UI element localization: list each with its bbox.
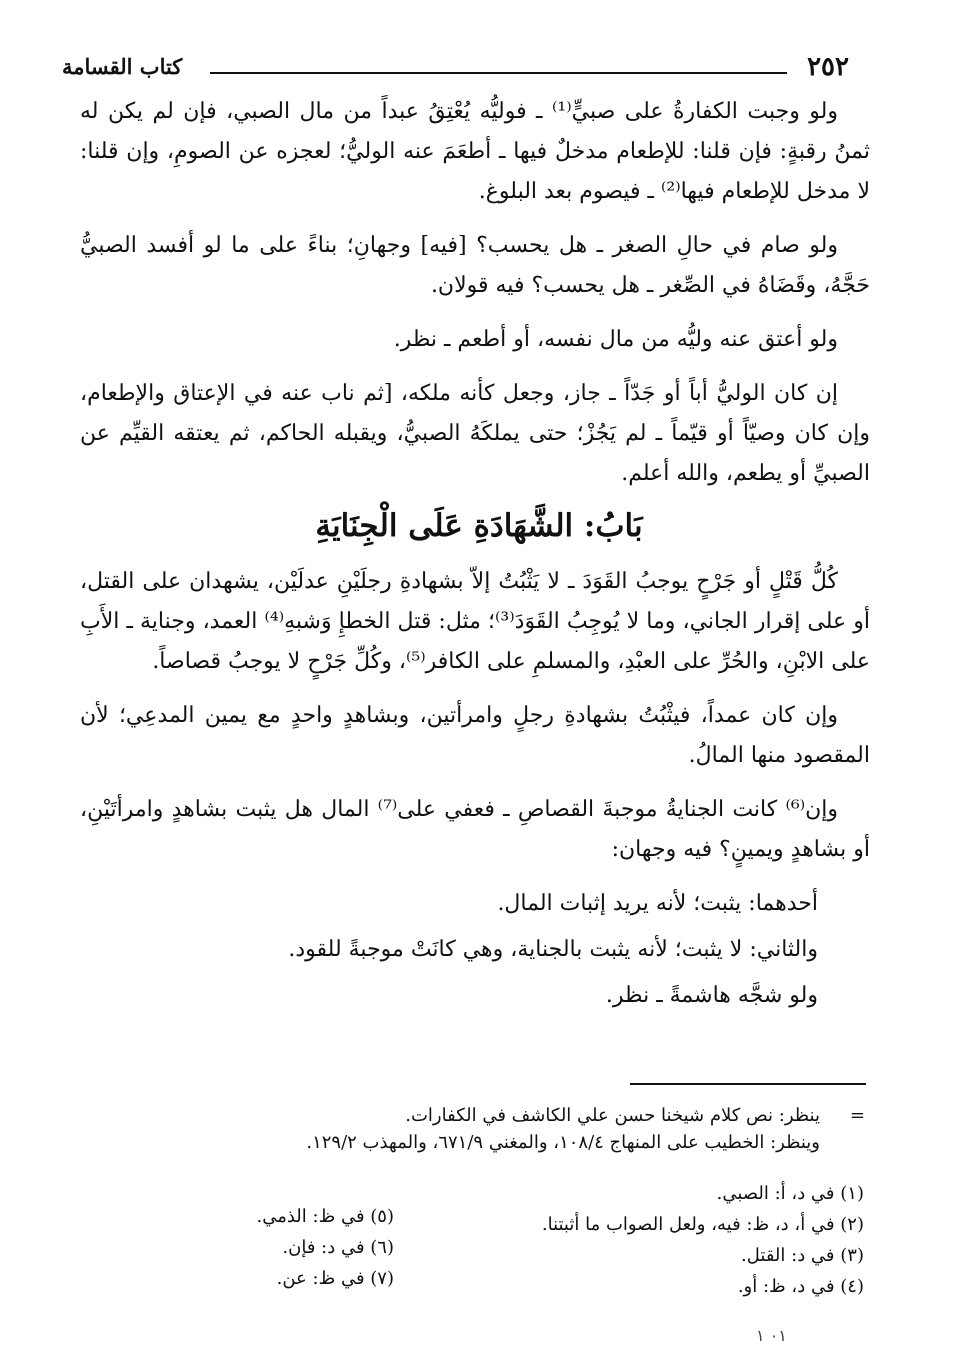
footnote-continuation-line: وينظر: الخطيب على المنهاج ١٠٨/٤، والمغني ٦٧١/٩، والمهذب ١٢٩/٢.: [306, 1132, 820, 1153]
footnote-separator: [630, 1083, 866, 1085]
paragraph-head-wound: ولو شجَّه هاشمةً ـ نظر.: [605, 983, 818, 1008]
footnote-2: (٢) في أ، د، ظ: فيه، ولعل الصواب ما أثبتنا.: [541, 1214, 864, 1235]
footnote-4: (٤) في د، ظ: أو.: [737, 1276, 864, 1297]
continuation-mark: =: [849, 1105, 865, 1126]
paragraph-second-view: والثاني: لا يثبت؛ لأنه يثبت بالجناية، وهي كانَتْ موجبةً للقود.: [288, 937, 818, 962]
footnotes-left-column: [94, 1201, 394, 1294]
footnote-1: (١) في د، أ: الصبي.: [716, 1183, 864, 1204]
paragraph-intentional: وإن كان عمداً، فيثْبُتُ بشهادةِ رجلٍ وامرأتين، وبشاهدٍ واحدٍ مع يمين المدعِي؛ لأن المقصود منها المالُ.: [80, 703, 870, 768]
paragraph-father: إن كان الوليُّ أباً أو جَدّاً ـ جاز، وجعل كأنه ملكه، [ثم ناب عنه في الإعتاق والإطعام، وإن كان وصيّاً أو قيّماً ـ لم يَجُزْ؛ حتى يملكَهُ الصبيُّ، ويقبله الحاكم، ثم يعتقه القيِّم عن الصبيِّ أو يطعم، والله أعلم.: [80, 381, 870, 486]
paragraph-expiation: ولو وجبت الكفارةُ على صبيٍّ⁽¹⁾ ـ فوليُّه يُعْتِقُ عبداً من مال الصبي، فإن لم يكن له ثمنُ رقبةٍ: فإن قلنا: للإطعام مدخلٌ فيها ـ أطعَمَ عنه الوليُّ؛ لعجزه عن الصومِ، وإن قلنا: لا مدخل للإطعام فيها⁽²⁾ ـ فيصوم بعد البلوغ.: [80, 99, 870, 204]
footnote-5: (٥) في ظ: الذمي.: [256, 1206, 394, 1227]
footnote-7: (٧) في ظ: عن.: [276, 1268, 394, 1289]
main-text-top: [80, 92, 870, 508]
paragraph-retaliation: وإن⁽⁶⁾ كانت الجنايةُ موجبةَ القصاصِ ـ فعفي على⁽⁷⁾ المال هل يثبت بشاهدٍ وامرأتَيْنِ، أو بشاهدٍ ويمينٍ؟ فيه وجهان:: [80, 797, 870, 862]
page-number: ٢٥٢: [807, 52, 849, 82]
paragraph-first-view: أحدهما: يثبت؛ لأنه يريد إثبات المال.: [497, 891, 818, 916]
paragraph-guardian: ولو أعتق عنه وليُّه من مال نفسه، أو أطعم ـ نظر.: [393, 327, 838, 352]
chapter-title: بَابُ: الشَّهَادَةِ عَلَى الْجِنَايَةِ: [315, 508, 643, 544]
running-title: كتاب القسامة: [62, 54, 183, 79]
footnote-continuation-line: ينظر: نص كلام شيخنا حسن علي الكاشف في الكفارات.: [405, 1105, 820, 1126]
footnote-6: (٦) في د: فإن.: [282, 1237, 394, 1258]
footnotes-right-column: [464, 1178, 864, 1302]
footnote-continuation: [130, 1102, 864, 1156]
page-mark: ٠١ ١: [756, 1326, 787, 1345]
paragraph-testimony: كُلُّ قَتْلٍ أو جَرْحٍ يوجبُ القَوَدَ ـ لا يَثْبُتُ إلاّ بشهادةِ رجلَيْنِ عدلَيْن، يشهدان على القتل، أو على إقرار الجاني، وما لا يُوجِبُ القَوَدَ⁽³⁾؛ مثل: قتل الخطإِ وَشبهِ⁽⁴⁾ العمد، وجناية ـ الأَبِ على الابْنِ، والحُرِّ على العبْدِ، والمسلمِ على الكافر⁽⁵⁾، وكُلِّ جَرْحٍ لا يوجبُ قصاصاً.: [80, 569, 870, 674]
footnote-3: (٣) في د: القتل.: [741, 1245, 864, 1266]
main-text-bottom: [80, 562, 870, 1030]
header-rule: [210, 72, 787, 74]
running-header: [62, 52, 857, 88]
paragraph-fasting: ولو صام في حالِ الصغر ـ هل يحسب؟ [فيه] وجهانِ؛ بناءً على ما لو أفسد الصبيُّ حَجَّهُ، وقَضَاهُ في الصِّغر ـ هل يحسب؟ فيه قولان.: [80, 233, 870, 298]
